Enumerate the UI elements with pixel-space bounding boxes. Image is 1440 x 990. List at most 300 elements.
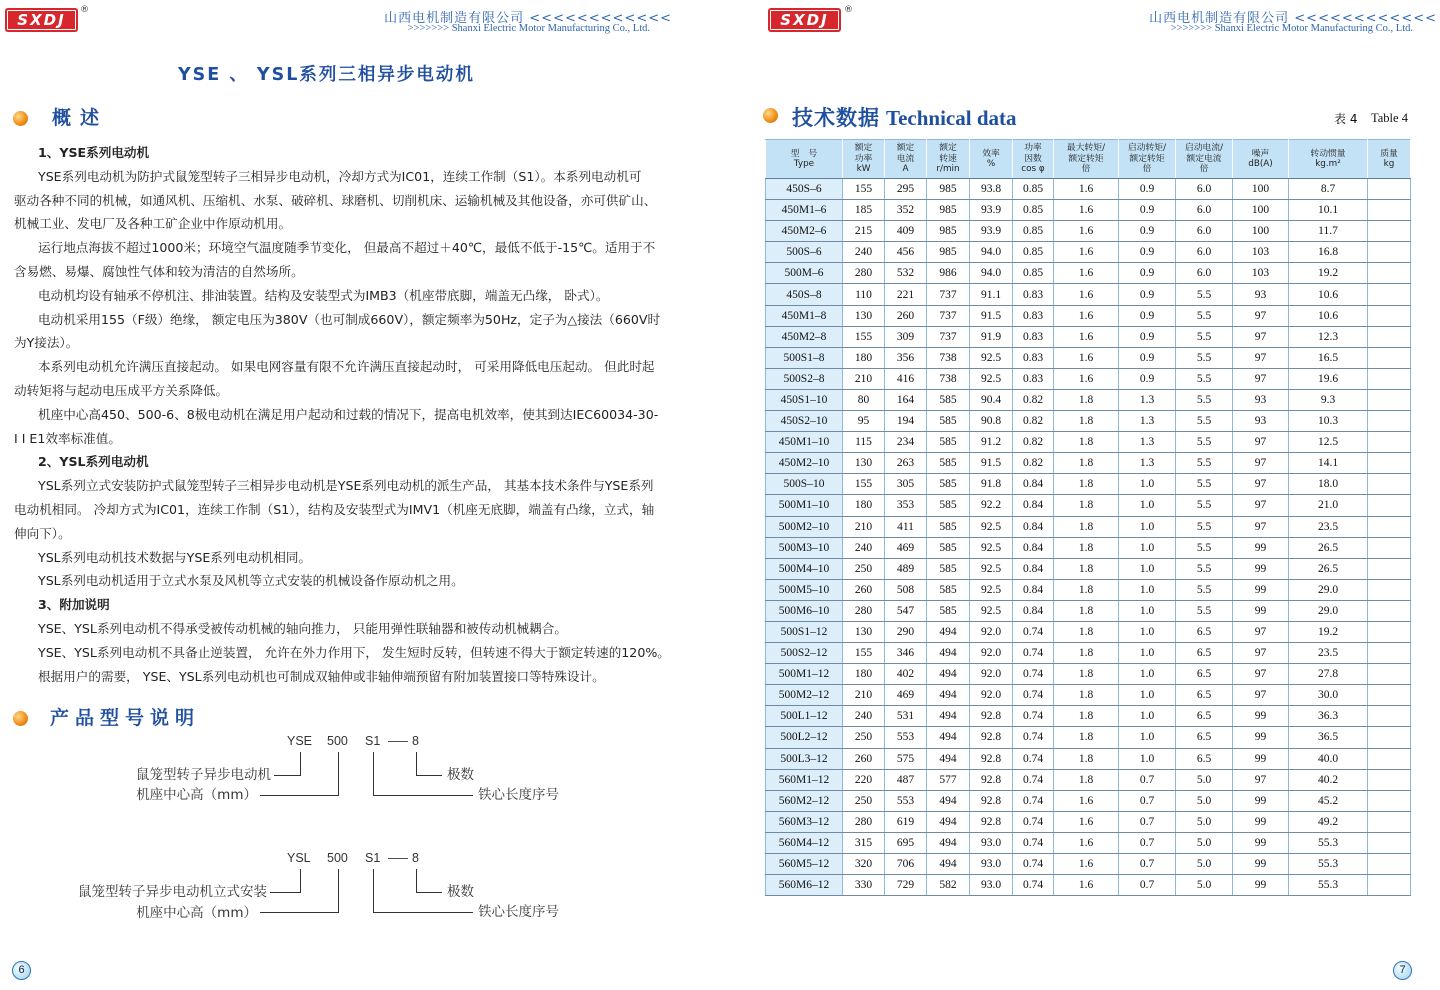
cell-type: 450S–6 [766, 179, 843, 200]
cell-rated-speed: 585 [927, 432, 970, 453]
cell-start-current-ratio: 5.5 [1176, 600, 1233, 621]
orange-bullet-icon [13, 111, 28, 126]
cell-rated-current: 309 [885, 326, 927, 347]
cell-start-current-ratio: 6.5 [1176, 685, 1233, 706]
leader-line [416, 869, 417, 892]
cell-power-factor: 0.74 [1013, 664, 1054, 685]
cell-efficiency: 92.5 [970, 579, 1013, 600]
cell-type: 560M2–12 [766, 790, 843, 811]
cell-rated-power: 130 [843, 305, 885, 326]
cell-rated-speed: 585 [927, 474, 970, 495]
cell-moment-of-inertia: 16.8 [1289, 242, 1368, 263]
cell-start-torque-ratio: 0.9 [1119, 347, 1176, 368]
cell-start-torque-ratio: 1.0 [1119, 579, 1176, 600]
cell-rated-power: 280 [843, 263, 885, 284]
cell-rated-power: 115 [843, 432, 885, 453]
cell-rated-power: 130 [843, 453, 885, 474]
cell-rated-current: 260 [885, 305, 927, 326]
cell-max-torque-ratio: 1.6 [1054, 326, 1119, 347]
cell-rated-power: 180 [843, 347, 885, 368]
leader-line [260, 912, 339, 913]
col-header-line: kg [1383, 159, 1395, 169]
cell-start-current-ratio: 6.5 [1176, 621, 1233, 642]
table-row [766, 621, 1411, 642]
cell-mass [1368, 558, 1411, 579]
cell-type: 500M6–10 [766, 600, 843, 621]
cell-type: 500M1–12 [766, 664, 843, 685]
cell-rated-power: 110 [843, 284, 885, 305]
cell-moment-of-inertia: 19.6 [1289, 368, 1368, 389]
col-header-line: 额定 [896, 143, 915, 154]
cell-moment-of-inertia: 8.7 [1289, 179, 1368, 200]
cell-start-current-ratio: 5.5 [1176, 579, 1233, 600]
cell-type: 450S1–10 [766, 389, 843, 410]
cell-power-factor: 0.74 [1013, 769, 1054, 790]
cell-rated-power: 95 [843, 411, 885, 432]
overview-text-line: 机座中心高450、500-6、8极电动机在满足用户起动和过载的情况下，提高电机效率，使其到达IEC60034-30- [38, 406, 659, 422]
overview-text-line: 运行地点海拔不超过1000米；环境空气温度随季节变化， 但最高不超过＋40℃，最低不低于-15℃。适用于不 [38, 240, 656, 256]
cell-rated-current: 353 [885, 495, 927, 516]
col-header-line: 效率 [982, 148, 1000, 159]
cell-rated-speed: 737 [927, 284, 970, 305]
cell-efficiency: 92.0 [970, 621, 1013, 642]
cell-moment-of-inertia: 29.0 [1289, 579, 1368, 600]
cell-rated-current: 416 [885, 368, 927, 389]
table-row [766, 748, 1411, 769]
overview-text-line: 本系列电动机允许满压直接起动。 如果电网容量有限不允许满压直接起动时， 可采用降低电压起动。 但此时起 [38, 359, 655, 375]
col-header-line: 因数 [1024, 153, 1042, 164]
col-header-line: kW [856, 164, 871, 175]
cell-start-current-ratio: 5.5 [1176, 326, 1233, 347]
cell-max-torque-ratio: 1.6 [1054, 368, 1119, 389]
code-dash: — [388, 851, 408, 865]
cell-moment-of-inertia: 16.5 [1289, 347, 1368, 368]
cell-moment-of-inertia: 55.3 [1289, 832, 1368, 853]
cell-type: 500S2–12 [766, 643, 843, 664]
cell-start-torque-ratio: 1.0 [1119, 706, 1176, 727]
col-header-line: 额定转矩 [1068, 153, 1104, 164]
cell-start-current-ratio: 5.5 [1176, 305, 1233, 326]
cell-max-torque-ratio: 1.8 [1054, 685, 1119, 706]
cell-power-factor: 0.84 [1013, 600, 1054, 621]
cell-rated-power: 180 [843, 664, 885, 685]
cell-max-torque-ratio: 1.6 [1054, 242, 1119, 263]
cell-power-factor: 0.74 [1013, 790, 1054, 811]
cell-start-current-ratio: 6.0 [1176, 200, 1233, 221]
cell-start-current-ratio: 5.5 [1176, 516, 1233, 537]
cell-start-current-ratio: 5.5 [1176, 368, 1233, 389]
cell-moment-of-inertia: 12.5 [1289, 432, 1368, 453]
overview-text-line: 电动机相同。 冷却方式为IC01，连续工作制（S1），结构及安装型式为IMV1（机座无底脚，端盖有凸缘，立式，轴 [14, 501, 655, 517]
table-row [766, 811, 1411, 832]
cell-moment-of-inertia: 18.0 [1289, 474, 1368, 495]
cell-efficiency: 91.2 [970, 432, 1013, 453]
cell-start-torque-ratio: 0.7 [1119, 790, 1176, 811]
cell-start-current-ratio: 6.5 [1176, 664, 1233, 685]
leader-line [416, 752, 417, 775]
cell-type: 450M1–6 [766, 200, 843, 221]
cell-rated-power: 250 [843, 558, 885, 579]
cell-mass [1368, 579, 1411, 600]
cell-noise: 99 [1233, 537, 1289, 558]
cell-rated-power: 155 [843, 643, 885, 664]
cell-mass [1368, 474, 1411, 495]
cell-rated-speed: 986 [927, 263, 970, 284]
cell-rated-speed: 585 [927, 579, 970, 600]
cell-rated-speed: 494 [927, 832, 970, 853]
cell-start-torque-ratio: 1.0 [1119, 495, 1176, 516]
cell-max-torque-ratio: 1.8 [1054, 579, 1119, 600]
cell-start-torque-ratio: 0.7 [1119, 811, 1176, 832]
cell-rated-speed: 738 [927, 347, 970, 368]
cell-efficiency: 93.0 [970, 832, 1013, 853]
overview-subheading: 3、附加说明 [38, 597, 110, 613]
cell-noise: 97 [1233, 643, 1289, 664]
cell-start-current-ratio: 5.5 [1176, 389, 1233, 410]
overview-subheading: 1、YSE系列电动机 [38, 145, 150, 160]
cell-noise: 99 [1233, 875, 1289, 896]
label-core-length: 铁心长度序号 [478, 787, 559, 803]
cell-max-torque-ratio: 1.8 [1054, 495, 1119, 516]
col-header-max-torque-ratio [1054, 140, 1119, 179]
code-poles: 8 [412, 851, 419, 865]
cell-rated-power: 250 [843, 727, 885, 748]
code-poles: 8 [412, 734, 419, 748]
cell-efficiency: 90.8 [970, 411, 1013, 432]
cell-start-current-ratio: 5.5 [1176, 474, 1233, 495]
cell-type: 500L2–12 [766, 727, 843, 748]
cell-rated-power: 280 [843, 600, 885, 621]
col-header-line: 额定转矩 [1129, 153, 1165, 164]
cell-rated-speed: 494 [927, 748, 970, 769]
cell-rated-power: 280 [843, 811, 885, 832]
table-row [766, 263, 1411, 284]
cell-type: 500M4–10 [766, 558, 843, 579]
cell-efficiency: 94.0 [970, 263, 1013, 284]
cell-rated-current: 290 [885, 621, 927, 642]
cell-max-torque-ratio: 1.8 [1054, 474, 1119, 495]
cell-type: 450M1–10 [766, 432, 843, 453]
cell-noise: 97 [1233, 326, 1289, 347]
cell-rated-current: 356 [885, 347, 927, 368]
cell-start-current-ratio: 5.0 [1176, 832, 1233, 853]
cell-max-torque-ratio: 1.6 [1054, 179, 1119, 200]
cell-start-torque-ratio: 0.7 [1119, 832, 1176, 853]
cell-start-torque-ratio: 1.3 [1119, 453, 1176, 474]
cell-efficiency: 92.2 [970, 495, 1013, 516]
cell-max-torque-ratio: 1.8 [1054, 600, 1119, 621]
cell-rated-power: 240 [843, 242, 885, 263]
cell-mass [1368, 242, 1411, 263]
cell-mass [1368, 495, 1411, 516]
col-header-line: 型 号 [790, 148, 818, 159]
cell-start-current-ratio: 6.5 [1176, 727, 1233, 748]
cell-efficiency: 91.1 [970, 284, 1013, 305]
col-header-line: kg.m² [1315, 159, 1341, 169]
cell-noise: 99 [1233, 811, 1289, 832]
cell-rated-current: 409 [885, 221, 927, 242]
cell-efficiency: 93.8 [970, 179, 1013, 200]
cell-start-current-ratio: 5.5 [1176, 453, 1233, 474]
cell-moment-of-inertia: 45.2 [1289, 790, 1368, 811]
cell-rated-speed: 582 [927, 875, 970, 896]
cell-mass [1368, 432, 1411, 453]
overview-text-line: YSL系列电动机技术数据与YSE系列电动机相同。 [38, 549, 312, 565]
cell-efficiency: 92.0 [970, 664, 1013, 685]
cell-noise: 97 [1233, 453, 1289, 474]
cell-noise: 97 [1233, 685, 1289, 706]
cell-power-factor: 0.85 [1013, 263, 1054, 284]
col-header-line: 启动电流/ [1184, 143, 1224, 154]
cell-type: 500L1–12 [766, 706, 843, 727]
cell-start-torque-ratio: 0.7 [1119, 854, 1176, 875]
cell-type: 500L3–12 [766, 748, 843, 769]
cell-rated-current: 194 [885, 411, 927, 432]
cell-power-factor: 0.84 [1013, 516, 1054, 537]
cell-mass [1368, 811, 1411, 832]
cell-start-torque-ratio: 1.0 [1119, 600, 1176, 621]
col-header-line: 噪声 [1251, 148, 1270, 159]
cell-start-current-ratio: 5.0 [1176, 875, 1233, 896]
cell-power-factor: 0.85 [1013, 179, 1054, 200]
cell-rated-current: 263 [885, 453, 927, 474]
cell-rated-power: 330 [843, 875, 885, 896]
table-header-row [766, 140, 1411, 179]
cell-rated-power: 320 [843, 854, 885, 875]
cell-type: 500S1–12 [766, 621, 843, 642]
col-header-start-current-ratio [1176, 140, 1233, 179]
cell-rated-current: 729 [885, 875, 927, 896]
cell-power-factor: 0.83 [1013, 368, 1054, 389]
cell-rated-power: 240 [843, 706, 885, 727]
cell-rated-power: 130 [843, 621, 885, 642]
cell-start-torque-ratio: 1.0 [1119, 537, 1176, 558]
cell-mass [1368, 790, 1411, 811]
company-name-cn: 山西电机制造有限公司 <<<<<<<<<<<< [1149, 11, 1437, 26]
cell-mass [1368, 875, 1411, 896]
table-row [766, 769, 1411, 790]
code-series: YSE [287, 734, 313, 748]
company-name-en: >>>>>>> Shanxi Electric Motor Manufacturing Co., Ltd. [1170, 23, 1413, 34]
cell-power-factor: 0.83 [1013, 326, 1054, 347]
cell-rated-current: 164 [885, 389, 927, 410]
cell-efficiency: 92.0 [970, 643, 1013, 664]
table-row [766, 832, 1411, 853]
cell-power-factor: 0.84 [1013, 558, 1054, 579]
cell-rated-speed: 985 [927, 221, 970, 242]
cell-power-factor: 0.85 [1013, 242, 1054, 263]
cell-rated-speed: 985 [927, 242, 970, 263]
cell-rated-speed: 585 [927, 411, 970, 432]
cell-mass [1368, 537, 1411, 558]
cell-start-torque-ratio: 1.0 [1119, 621, 1176, 642]
table-row [766, 727, 1411, 748]
cell-mass [1368, 769, 1411, 790]
cell-power-factor: 0.74 [1013, 706, 1054, 727]
cell-rated-power: 155 [843, 326, 885, 347]
overview-text-line: YSE、YSL系列电动机不具备止逆装置， 允许在外力作用下， 发生短时反转，但转速不得大于额定转速的120%。 [38, 644, 670, 660]
cell-type: 560M5–12 [766, 854, 843, 875]
cell-noise: 100 [1233, 179, 1289, 200]
cell-start-torque-ratio: 1.3 [1119, 411, 1176, 432]
cell-moment-of-inertia: 12.3 [1289, 326, 1368, 347]
cell-efficiency: 90.4 [970, 389, 1013, 410]
cell-mass [1368, 727, 1411, 748]
col-header-type [766, 140, 843, 179]
cell-moment-of-inertia: 10.3 [1289, 411, 1368, 432]
cell-moment-of-inertia: 26.5 [1289, 537, 1368, 558]
table-row [766, 516, 1411, 537]
cell-start-current-ratio: 6.5 [1176, 706, 1233, 727]
cell-rated-power: 155 [843, 474, 885, 495]
code-core-length: S1 [365, 851, 381, 865]
cell-type: 560M3–12 [766, 811, 843, 832]
cell-mass [1368, 832, 1411, 853]
cell-max-torque-ratio: 1.6 [1054, 221, 1119, 242]
table-row [766, 221, 1411, 242]
cell-start-torque-ratio: 0.7 [1119, 769, 1176, 790]
cell-efficiency: 92.8 [970, 769, 1013, 790]
leader-line [260, 795, 339, 796]
cell-noise: 93 [1233, 411, 1289, 432]
cell-start-torque-ratio: 1.3 [1119, 389, 1176, 410]
technical-data-table [765, 139, 1411, 896]
table-label-cn: 表 4 [1334, 112, 1358, 126]
cell-noise: 93 [1233, 389, 1289, 410]
leader-line [300, 752, 301, 775]
table-row [766, 305, 1411, 326]
cell-start-current-ratio: 5.5 [1176, 432, 1233, 453]
overview-text-line: YSL系列电动机适用于立式水泵及风机等立式安装的机械设备作原动机之用。 [38, 573, 464, 589]
cell-type: 450M2–10 [766, 453, 843, 474]
cell-type: 500M2–10 [766, 516, 843, 537]
cell-moment-of-inertia: 10.1 [1289, 200, 1368, 221]
col-header-line: cos φ [1021, 164, 1045, 175]
overview-text-line: I I E1效率标准值。 [14, 430, 121, 446]
cell-mass [1368, 284, 1411, 305]
orange-bullet-icon [13, 711, 28, 726]
cell-rated-power: 260 [843, 579, 885, 600]
cell-mass [1368, 347, 1411, 368]
cell-rated-current: 547 [885, 600, 927, 621]
cell-mass [1368, 600, 1411, 621]
cell-type: 560M1–12 [766, 769, 843, 790]
cell-moment-of-inertia: 27.8 [1289, 664, 1368, 685]
cell-rated-speed: 494 [927, 685, 970, 706]
cell-start-torque-ratio: 0.7 [1119, 875, 1176, 896]
col-header-line: r/min [936, 164, 960, 175]
cell-rated-current: 305 [885, 474, 927, 495]
cell-type: 500S1–8 [766, 347, 843, 368]
cell-rated-current: 532 [885, 263, 927, 284]
cell-rated-speed: 494 [927, 811, 970, 832]
cell-type: 450M2–6 [766, 221, 843, 242]
cell-rated-current: 553 [885, 790, 927, 811]
cell-type: 500M3–10 [766, 537, 843, 558]
cell-moment-of-inertia: 55.3 [1289, 854, 1368, 875]
col-header-line: 额定电流 [1186, 153, 1222, 164]
right-page [720, 0, 1440, 990]
label-poles: 极数 [447, 884, 474, 900]
label-motor-type: 鼠笼型转子异步电动机立式安装 [78, 884, 267, 900]
table-row [766, 790, 1411, 811]
cell-max-torque-ratio: 1.6 [1054, 854, 1119, 875]
cell-moment-of-inertia: 21.0 [1289, 495, 1368, 516]
cell-start-current-ratio: 5.5 [1176, 347, 1233, 368]
table-row [766, 685, 1411, 706]
cell-rated-current: 221 [885, 284, 927, 305]
table-row [766, 643, 1411, 664]
cell-efficiency: 92.8 [970, 748, 1013, 769]
cell-noise: 99 [1233, 727, 1289, 748]
overview-text-line: 电动机均设有轴承不停机注、排油装置。结构及安装型式为IMB3（机座带底脚，端盖无凸缘， 卧式）。 [38, 287, 609, 303]
col-header-mass [1368, 140, 1411, 179]
table-row [766, 664, 1411, 685]
cell-rated-power: 260 [843, 748, 885, 769]
cell-start-torque-ratio: 1.0 [1119, 748, 1176, 769]
cell-max-torque-ratio: 1.6 [1054, 284, 1119, 305]
cell-noise: 97 [1233, 769, 1289, 790]
cell-noise: 97 [1233, 432, 1289, 453]
cell-moment-of-inertia: 10.6 [1289, 284, 1368, 305]
cell-rated-power: 180 [843, 495, 885, 516]
cell-start-current-ratio: 6.0 [1176, 179, 1233, 200]
cell-max-torque-ratio: 1.6 [1054, 811, 1119, 832]
cell-start-current-ratio: 6.0 [1176, 263, 1233, 284]
cell-rated-speed: 738 [927, 368, 970, 389]
cell-max-torque-ratio: 1.8 [1054, 621, 1119, 642]
cell-efficiency: 92.5 [970, 516, 1013, 537]
cell-power-factor: 0.74 [1013, 685, 1054, 706]
cell-rated-power: 240 [843, 537, 885, 558]
table-row [766, 368, 1411, 389]
cell-type: 500S2–8 [766, 368, 843, 389]
table-row [766, 495, 1411, 516]
cell-rated-current: 469 [885, 537, 927, 558]
cell-power-factor: 0.74 [1013, 811, 1054, 832]
cell-moment-of-inertia: 30.0 [1289, 685, 1368, 706]
leader-line [270, 892, 301, 893]
cell-efficiency: 92.8 [970, 790, 1013, 811]
cell-start-current-ratio: 5.0 [1176, 854, 1233, 875]
cell-start-torque-ratio: 0.9 [1119, 326, 1176, 347]
cell-rated-speed: 585 [927, 558, 970, 579]
label-core-length: 铁心长度序号 [478, 904, 559, 920]
cell-noise: 99 [1233, 748, 1289, 769]
overview-text-line: YSE、YSL系列电动机不得承受被传动机械的轴向推力， 只能用弹性联轴器和被传动机械耦合。 [38, 620, 567, 636]
col-header-line: 倍 [1142, 164, 1152, 175]
table-row [766, 453, 1411, 474]
heading-cn: 技术数据 [792, 106, 880, 130]
cell-mass [1368, 854, 1411, 875]
cell-type: 450M1–8 [766, 305, 843, 326]
cell-start-torque-ratio: 0.9 [1119, 263, 1176, 284]
cell-rated-speed: 494 [927, 643, 970, 664]
overview-text-line: 驱动各种不同的机械，如通风机、压缩机、水泵、破碎机、球磨机、切削机床、运输机械及其他设备，亦可供矿山、 [14, 192, 657, 208]
cell-mass [1368, 326, 1411, 347]
model-code-diagram-yse [0, 730, 600, 830]
cell-efficiency: 93.9 [970, 221, 1013, 242]
cell-moment-of-inertia: 11.7 [1289, 221, 1368, 242]
cell-moment-of-inertia: 10.6 [1289, 305, 1368, 326]
col-header-line: 转速 [939, 153, 957, 164]
table-row [766, 474, 1411, 495]
cell-type: 450M2–8 [766, 326, 843, 347]
cell-rated-speed: 494 [927, 621, 970, 642]
cell-rated-current: 456 [885, 242, 927, 263]
cell-noise: 100 [1233, 200, 1289, 221]
col-header-line: 额定 [854, 143, 873, 154]
